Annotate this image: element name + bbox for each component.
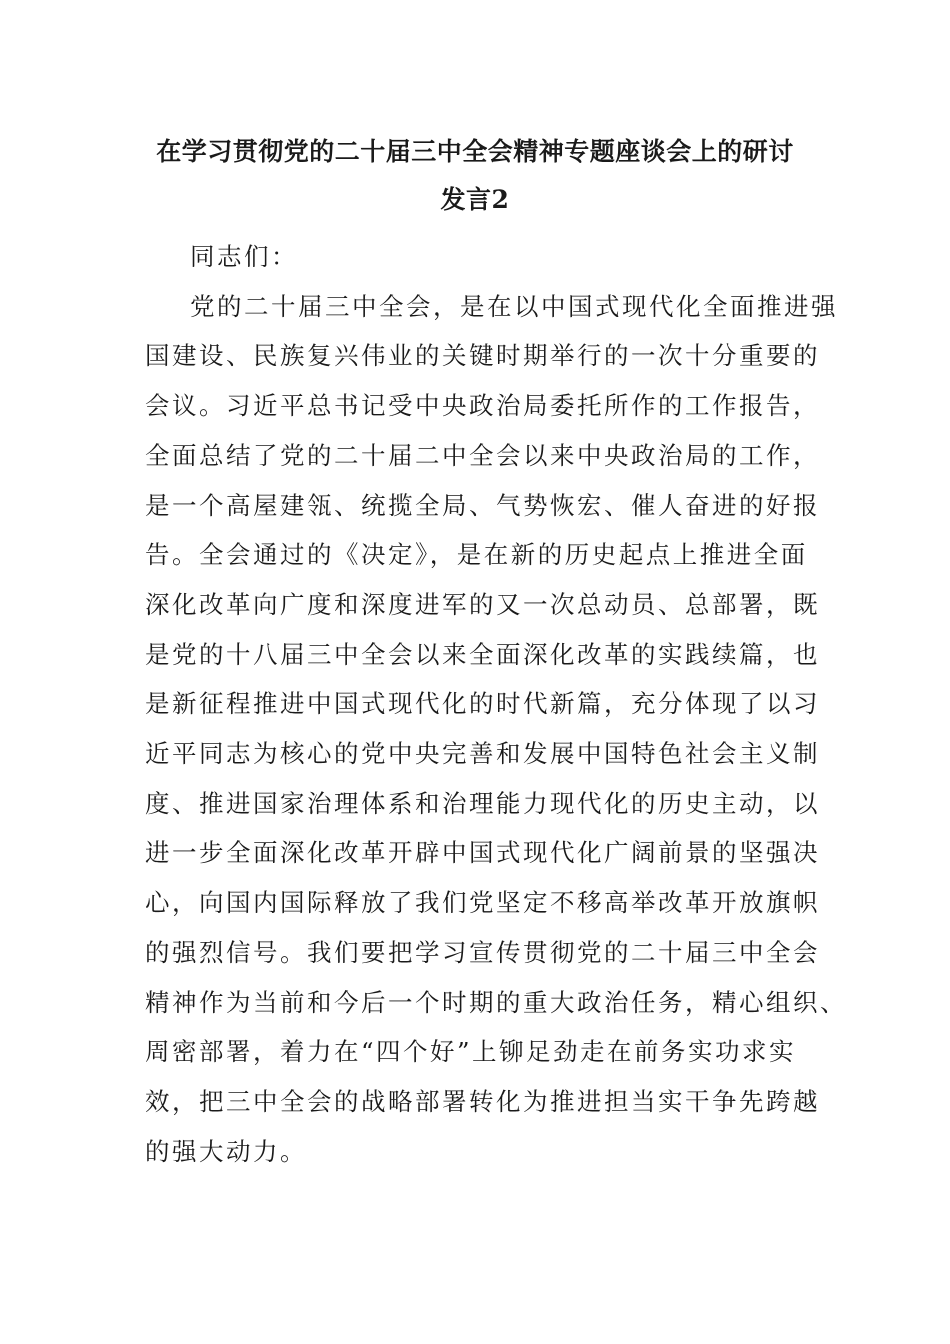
title-line-2: 发言2 — [440, 185, 510, 214]
salutation: 同志们： — [190, 242, 298, 271]
paragraph-line: 全面总结了党的二十届二中全会以来中央政治局的工作， — [145, 440, 820, 470]
paragraph-line: 效，把三中全会的战略部署转化为推进担当实干争先跨越 — [145, 1086, 820, 1116]
document-body — [145, 232, 847, 1176]
paragraph-line: 是新征程推进中国式现代化的时代新篇，充分体现了以习 — [145, 689, 820, 719]
paragraph-line: 的强大动力。 — [145, 1136, 307, 1166]
paragraph-line: 是党的十八届三中全会以来全面深化改革的实践续篇，也 — [145, 639, 820, 669]
paragraph-line: 告。全会通过的《决定》，是在新的历史起点上推进全面 — [145, 540, 808, 570]
paragraph-line: 进一步全面深化改革开辟中国式现代化广阔前景的坚强决 — [145, 838, 820, 868]
paragraph-line: 心，向国内国际释放了我们党坚定不移高举改革开放旗帜 — [145, 888, 820, 918]
paragraph-line: 会议。习近平总书记受中央政治局委托所作的工作报告， — [145, 391, 820, 421]
document-title — [145, 128, 805, 224]
paragraph-line: 是一个高屋建瓴、统揽全局、气势恢宏、催人奋进的好报 — [145, 490, 820, 520]
paragraph-line: 近平同志为核心的党中央完善和发展中国特色社会主义制 — [145, 739, 820, 769]
title-line-1: 在学习贯彻党的二十届三中全会精神专题座谈会上的研讨 — [156, 137, 794, 166]
paragraph-line: 深化改革向广度和深度进军的又一次总动员、总部署，既 — [145, 589, 820, 619]
paragraph-line: 度、推进国家治理体系和治理能力现代化的历史主动，以 — [145, 788, 820, 818]
paragraph-line: 的强烈信号。我们要把学习宣传贯彻党的二十届三中全会 — [145, 937, 820, 967]
paragraph-line: 精神作为当前和今后一个时期的重大政治任务，精心组织、 — [145, 987, 847, 1017]
paragraph-line: 周密部署，着力在“四个好”上铆足劲走在前务实功求实 — [145, 1037, 797, 1067]
paragraph-line: 党的二十届三中全会，是在以中国式现代化全面推进强 — [190, 291, 838, 321]
paragraph-line: 国建设、民族复兴伟业的关键时期举行的一次十分重要的 — [145, 341, 820, 371]
